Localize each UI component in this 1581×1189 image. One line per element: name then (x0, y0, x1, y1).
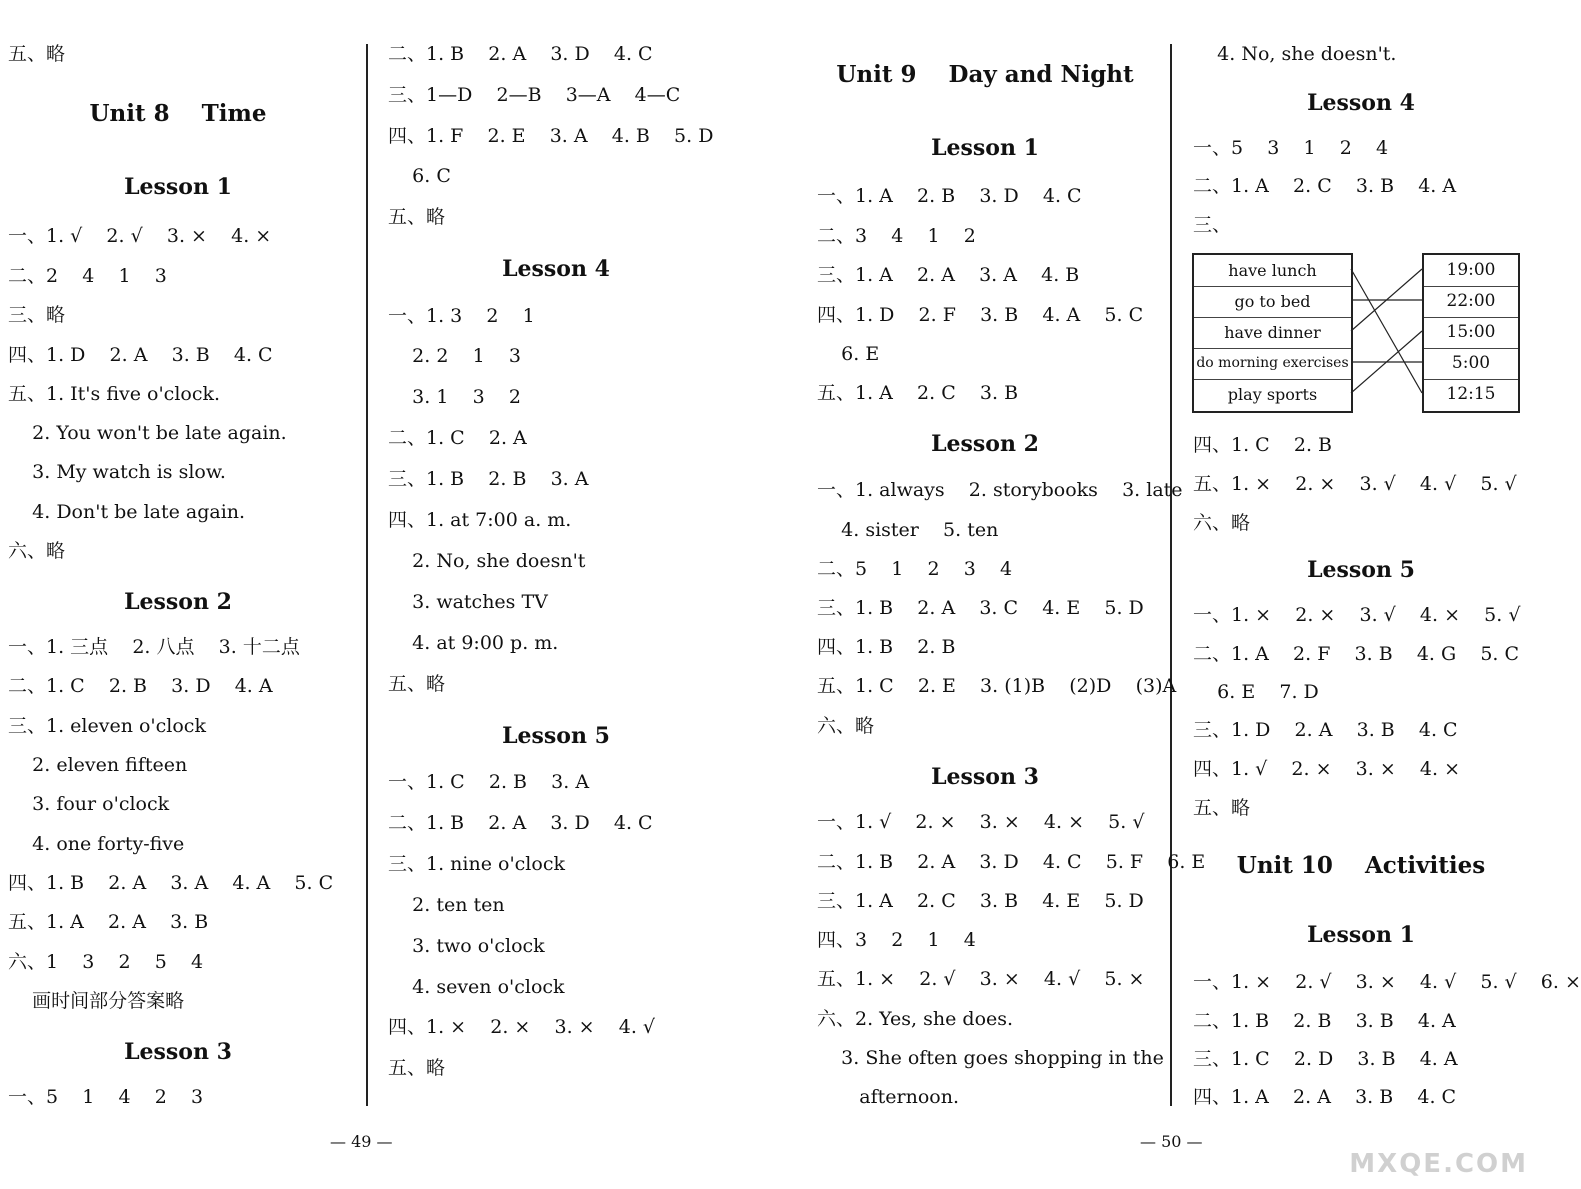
activity-cell: do morning exercises (1194, 348, 1351, 380)
answer-line: 四、1. at 7:00 a. m. (388, 509, 572, 531)
answer-line: 一、1. always 2. storybooks 3. late (817, 479, 1183, 501)
answer-line: 六、1 3 2 5 4 (8, 951, 204, 973)
answer-line: 二、5 1 2 3 4 (817, 558, 1013, 580)
answer-line: 6. E 7. D (1193, 681, 1319, 703)
activity-cell: have dinner (1194, 317, 1351, 349)
answer-line: 三、1. B 2. A 3. C 4. E 5. D (817, 597, 1144, 619)
answer-line: 2. ten ten (388, 894, 505, 916)
answer-line: 三、1—D 2—B 3—A 4—C (388, 84, 681, 106)
answer-line: 四、1. D 2. F 3. B 4. A 5. C (817, 304, 1144, 326)
answer-line: 六、略 (1193, 512, 1251, 534)
answer-line: 二、1. A 2. C 3. B 4. A (1193, 175, 1457, 197)
matching-exercise (1192, 253, 1532, 413)
lesson-heading: Lesson 4 (502, 256, 610, 282)
answer-line: 五、略 (8, 43, 66, 65)
activity-cell: go to bed (1194, 286, 1351, 318)
answer-line: 五、1. C 2. E 3. (1)B (2)D (3)A (817, 675, 1177, 697)
match-lines (1192, 253, 1532, 413)
answer-line: 四、1. D 2. A 3. B 4. C (8, 344, 273, 366)
page-number-right: — 50 — (1140, 1132, 1203, 1151)
answer-line: 六、略 (817, 715, 875, 737)
answer-line: 四、1. B 2. B (817, 636, 956, 658)
answer-line: 五、略 (388, 206, 446, 228)
answer-line: 一、1. √ 2. × 3. × 4. × 5. √ (817, 811, 1145, 833)
column-divider-left (366, 44, 368, 1106)
match-line (1351, 269, 1422, 393)
answer-line: 三、 (1193, 214, 1232, 236)
answer-line: 三、1. D 2. A 3. B 4. C (1193, 719, 1458, 741)
answer-line: 2. You won't be late again. (8, 422, 287, 444)
answer-line: 一、1. × 2. √ 3. × 4. √ 5. √ 6. × (1193, 971, 1581, 993)
time-cell: 5:00 (1424, 348, 1518, 380)
activity-cell: play sports (1227, 385, 1318, 404)
answer-line: 一、1. A 2. B 3. D 4. C (817, 185, 1082, 207)
answer-line: 4. Don't be late again. (8, 501, 246, 523)
answer-line: 三、1. A 2. C 3. B 4. E 5. D (817, 890, 1144, 912)
answer-line: 画时间部分答案略 (8, 990, 185, 1012)
lesson-heading: Lesson 1 (1307, 922, 1415, 948)
time-cell: 15:00 (1424, 317, 1518, 349)
answer-line: 六、2. Yes, she does. (817, 1008, 1014, 1030)
answer-line: afternoon. (817, 1086, 959, 1108)
answer-line: 二、1. C 2. A (388, 427, 527, 449)
answer-line: 五、略 (388, 1057, 446, 1079)
time-cell: 19:00 (1424, 255, 1518, 287)
answer-line: 4. seven o'clock (388, 976, 565, 998)
answer-line: 3. 1 3 2 (388, 386, 521, 408)
answer-line: 二、1. C 2. B 3. D 4. A (8, 675, 273, 697)
answer-line: 3. two o'clock (388, 935, 545, 957)
answer-line: 三、1. eleven o'clock (8, 715, 206, 737)
watermark-logo: MXQE.COM (1349, 1149, 1528, 1179)
answer-line: 三、1. C 2. D 3. B 4. A (1193, 1048, 1458, 1070)
answer-line: 3. She often goes shopping in the (817, 1047, 1164, 1069)
answer-line: 3. watches TV (388, 591, 548, 613)
answer-line: 二、1. B 2. A 3. D 4. C 5. F 6. E (817, 851, 1206, 873)
answer-line: 一、1. 3 2 1 (388, 305, 535, 327)
answer-line: 三、略 (8, 304, 66, 326)
answer-line: 五、1. × 2. √ 3. × 4. √ 5. × (817, 968, 1145, 990)
answer-line: 4. sister 5. ten (817, 519, 999, 541)
answer-line: 一、1. × 2. × 3. √ 4. × 5. √ (1193, 604, 1521, 626)
answer-line: 2. No, she doesn't (388, 550, 586, 572)
answer-line: 四、1. √ 2. × 3. × 4. × (1193, 758, 1461, 780)
answer-line: 一、1. C 2. B 3. A (388, 771, 590, 793)
answer-line: 2. eleven fifteen (8, 754, 188, 776)
lesson-heading: Lesson 2 (931, 431, 1039, 457)
column-divider-right (1170, 44, 1172, 1106)
answer-line: 六、略 (8, 540, 66, 562)
unit-heading: Unit 10 Activities (1236, 852, 1486, 879)
answer-line: 6. E (817, 343, 880, 365)
lesson-heading: Lesson 3 (931, 764, 1039, 790)
answer-line: 二、3 4 1 2 (817, 225, 976, 247)
unit-heading: Unit 8 Time (89, 100, 267, 127)
answer-line: 一、5 1 4 2 3 (8, 1086, 204, 1108)
answer-line: 四、1. B 2. A 3. A 4. A 5. C (8, 872, 334, 894)
answer-line: 五、略 (1193, 797, 1251, 819)
answer-line: 6. C (388, 165, 451, 187)
answer-line: 二、1. B 2. A 3. D 4. C (388, 43, 653, 65)
lesson-heading: Lesson 5 (502, 723, 610, 749)
lesson-heading: Lesson 4 (1307, 90, 1415, 116)
answer-line: 五、1. A 2. A 3. B (8, 911, 209, 933)
answer-line: 四、1. A 2. A 3. B 4. C (1193, 1086, 1457, 1108)
answer-line: 3. four o'clock (8, 793, 170, 815)
page-number-left: — 49 — (330, 1132, 393, 1151)
answer-line: 四、1. F 2. E 3. A 4. B 5. D (388, 125, 714, 147)
lesson-heading: Lesson 5 (1307, 557, 1415, 583)
answer-line: 三、1. nine o'clock (388, 853, 565, 875)
answer-line: 4. No, she doesn't. (1193, 43, 1397, 65)
answer-line: 五、略 (388, 673, 446, 695)
answer-line: 二、1. B 2. B 3. B 4. A (1193, 1010, 1456, 1032)
lesson-heading: Lesson 1 (931, 135, 1039, 161)
activity-cell: have lunch (1194, 255, 1351, 287)
answer-line: 五、1. × 2. × 3. √ 4. √ 5. √ (1193, 473, 1517, 495)
lesson-heading: Lesson 1 (124, 174, 232, 200)
unit-heading: Unit 9 Day and Night (836, 61, 1134, 88)
time-cell: 12:15 (1446, 384, 1496, 404)
answer-line: 四、1. × 2. × 3. × 4. √ (388, 1016, 656, 1038)
answer-line: 2. 2 1 3 (388, 345, 521, 367)
answer-line: 一、1. 三点 2. 八点 3. 十二点 (8, 636, 300, 658)
answer-line: 4. one forty-five (8, 833, 185, 855)
answer-line: 4. at 9:00 p. m. (388, 632, 559, 654)
answer-line: 二、1. B 2. A 3. D 4. C (388, 812, 653, 834)
lesson-heading: Lesson 2 (124, 589, 232, 615)
answer-line: 四、3 2 1 4 (817, 929, 976, 951)
answer-line: 二、1. A 2. F 3. B 4. G 5. C (1193, 643, 1520, 665)
answer-line: 一、5 3 1 2 4 (1193, 137, 1389, 159)
lesson-heading: Lesson 3 (124, 1039, 232, 1065)
answer-line: 五、1. It's five o'clock. (8, 383, 221, 405)
answer-line: 三、1. B 2. B 3. A (388, 468, 589, 490)
answer-line: 四、1. C 2. B (1193, 434, 1332, 456)
answer-line: 二、2 4 1 3 (8, 265, 167, 287)
time-cell: 22:00 (1424, 286, 1518, 318)
answer-line: 五、1. A 2. C 3. B (817, 382, 1019, 404)
answer-line: 一、1. √ 2. √ 3. × 4. × (8, 225, 272, 247)
answer-line: 3. My watch is slow. (8, 461, 226, 483)
answer-line: 三、1. A 2. A 3. A 4. B (817, 264, 1080, 286)
